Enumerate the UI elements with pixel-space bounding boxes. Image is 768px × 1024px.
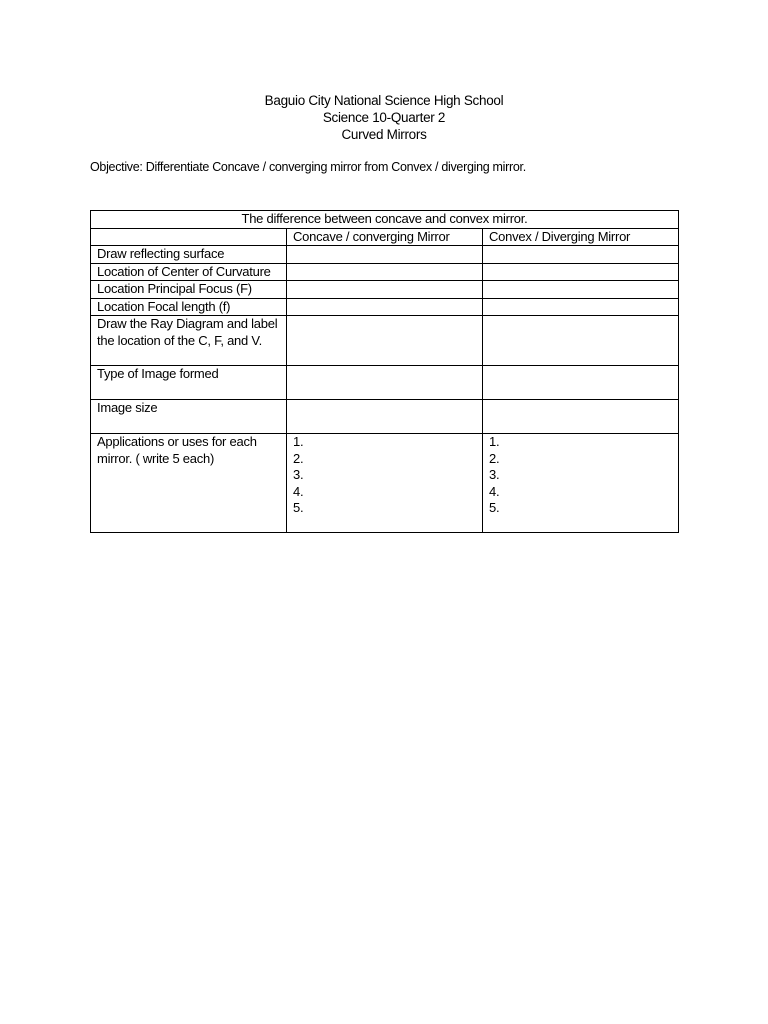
convex-answer-cell[interactable] bbox=[483, 298, 679, 316]
row-label: Type of Image formed bbox=[91, 366, 287, 400]
convex-answer-cell[interactable] bbox=[483, 400, 679, 434]
concave-answer-cell[interactable] bbox=[287, 246, 483, 264]
list-item: 3. bbox=[293, 467, 304, 482]
concave-answer-cell[interactable] bbox=[287, 400, 483, 434]
convex-answer-cell[interactable] bbox=[483, 316, 679, 366]
list-item: 4. bbox=[489, 483, 500, 499]
document-header bbox=[0, 92, 768, 143]
list-item: 5. bbox=[293, 500, 304, 515]
table-row bbox=[91, 434, 679, 533]
column-header-concave: Concave / converging Mirror bbox=[287, 228, 483, 246]
comparison-table bbox=[90, 210, 679, 533]
concave-answer-cell[interactable] bbox=[287, 298, 483, 316]
column-header-blank bbox=[91, 228, 287, 246]
convex-applications-cell[interactable] bbox=[483, 434, 679, 533]
concave-applications-cell[interactable] bbox=[287, 434, 483, 533]
table-row bbox=[91, 281, 679, 299]
objective-text: Objective: Differentiate Concave / converging mirror from Convex / diverging mirror. bbox=[90, 160, 526, 174]
row-label: Location of Center of Curvature bbox=[91, 263, 287, 281]
list-item: 1. bbox=[293, 434, 304, 449]
convex-answer-cell[interactable] bbox=[483, 246, 679, 264]
course-name: Science 10-Quarter 2 bbox=[322, 110, 446, 125]
list-item: 5. bbox=[489, 500, 500, 515]
concave-applications-list bbox=[293, 434, 476, 517]
list-item: 2. bbox=[293, 450, 304, 466]
row-label: Applications or uses for each mirror. ( write 5 each) bbox=[91, 434, 287, 533]
table-title: The difference between concave and convex mirror. bbox=[91, 211, 679, 229]
convex-answer-cell[interactable] bbox=[483, 263, 679, 281]
list-item: 2. bbox=[489, 450, 500, 466]
table-row bbox=[91, 316, 679, 366]
convex-applications-list bbox=[489, 434, 672, 517]
topic-title: Curved Mirrors bbox=[341, 127, 427, 142]
table-row bbox=[91, 263, 679, 281]
convex-answer-cell[interactable] bbox=[483, 281, 679, 299]
row-label: Location Focal length (f) bbox=[91, 298, 287, 316]
row-label: Location Principal Focus (F) bbox=[91, 281, 287, 299]
table-row bbox=[91, 366, 679, 400]
row-label: Draw the Ray Diagram and label the location of the C, F, and V. bbox=[91, 316, 287, 366]
list-item: 4. bbox=[293, 483, 304, 499]
convex-answer-cell[interactable] bbox=[483, 366, 679, 400]
table-row bbox=[91, 400, 679, 434]
concave-answer-cell[interactable] bbox=[287, 263, 483, 281]
concave-answer-cell[interactable] bbox=[287, 316, 483, 366]
school-name: Baguio City National Science High School bbox=[264, 93, 504, 108]
table-row bbox=[91, 298, 679, 316]
table-row bbox=[91, 246, 679, 264]
concave-answer-cell[interactable] bbox=[287, 366, 483, 400]
column-header-convex: Convex / Diverging Mirror bbox=[483, 228, 679, 246]
list-item: 3. bbox=[489, 467, 500, 482]
concave-answer-cell[interactable] bbox=[287, 281, 483, 299]
row-label: Image size bbox=[91, 400, 287, 434]
row-label: Draw reflecting surface bbox=[91, 246, 287, 264]
list-item: 1. bbox=[489, 434, 500, 449]
